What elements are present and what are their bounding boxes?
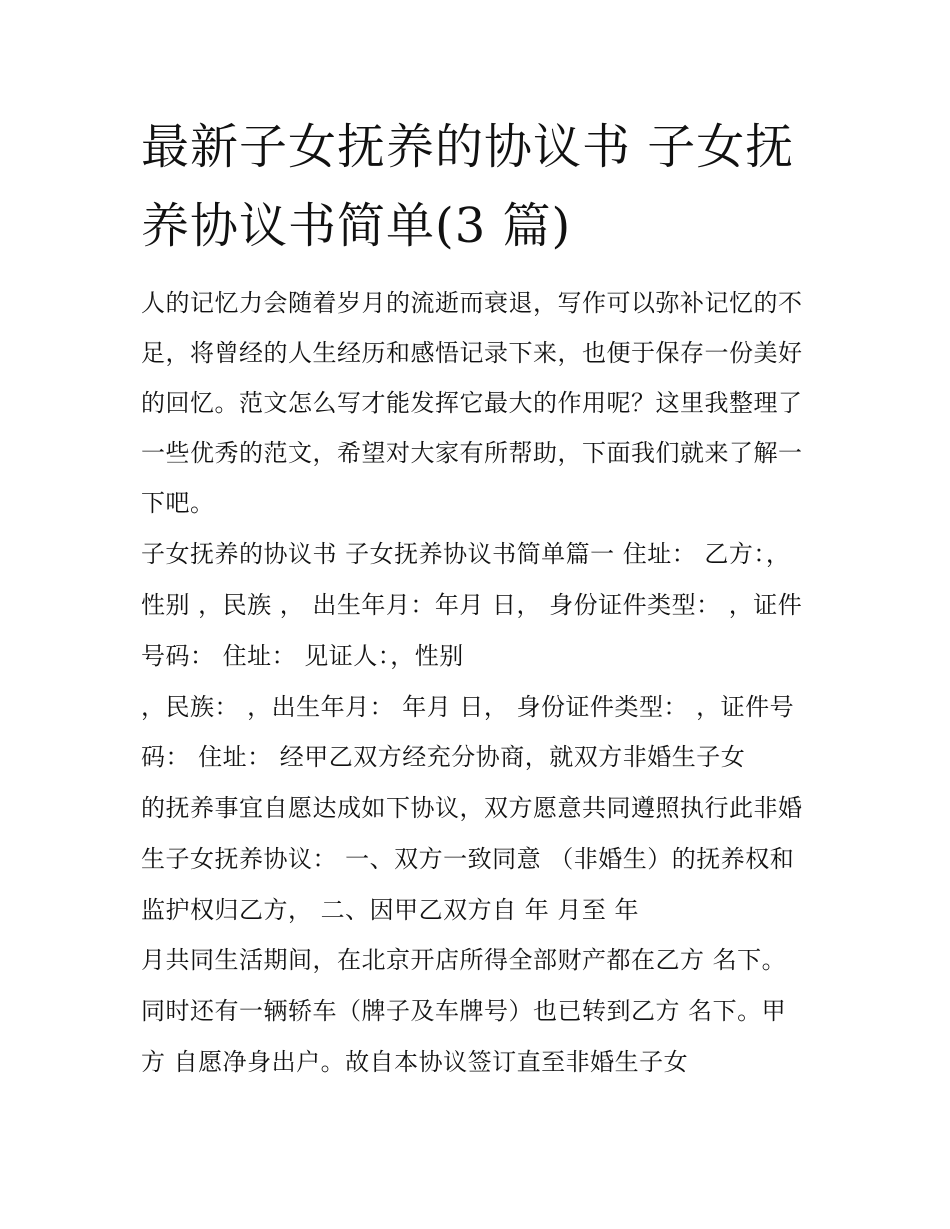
body-line-3: 的回忆。范文怎么写才能发挥它最大的作用呢？这里我整理了 <box>141 389 803 417</box>
body-line-8: 号码： 住址： 见证人：，性别 <box>141 642 464 670</box>
body-line-6: 子女抚养的协议书 子女抚养协议书简单篇一 住址： 乙方：， <box>141 540 791 568</box>
body-line-1: 人的记忆力会随着岁月的流逝而衰退，写作可以弥补记忆的不 <box>141 289 803 317</box>
body-line-4: 一些优秀的范文，希望对大家有所帮助，下面我们就来了解一 <box>141 439 803 467</box>
body-line-15: 同时还有一辆轿车（牌子及车牌号）也已转到乙方 名下。甲 <box>141 997 787 1025</box>
body-line-2: 足，将曾经的人生经历和感悟记录下来，也便于保存一份美好 <box>141 339 803 367</box>
body-line-7: 性别 ，民族 ， 出生年月：年月 日， 身份证件类型： ，证件 <box>141 591 803 619</box>
body-line-13: 监护权归乙方， 二、因甲乙双方自 年 月至 年 <box>141 896 640 924</box>
document-title-line-2: 养协议书简单(3 篇) <box>141 198 572 254</box>
body-line-14: 月共同生活期间，在北京开店所得全部财产都在乙方 名下。 <box>141 946 787 974</box>
body-line-10: 码： 住址： 经甲乙双方经充分协商，就双方非婚生子女 <box>141 743 746 771</box>
body-line-9: ，民族： ，出生年月： 年月 日， 身份证件类型： ，证件号 <box>141 693 795 721</box>
document-title-line-1: 最新子女抚养的协议书 子女抚 <box>141 119 795 175</box>
body-line-12: 生子女抚养协议： 一、双方一致同意 （非婚生）的抚养权和 <box>141 845 795 873</box>
body-line-5: 下吧。 <box>141 489 215 517</box>
body-line-16: 方 自愿净身出户。故自本协议签订直至非婚生子女 <box>141 1048 689 1076</box>
body-line-11: 的抚养事宜自愿达成如下协议，双方愿意共同遵照执行此非婚 <box>141 794 803 822</box>
